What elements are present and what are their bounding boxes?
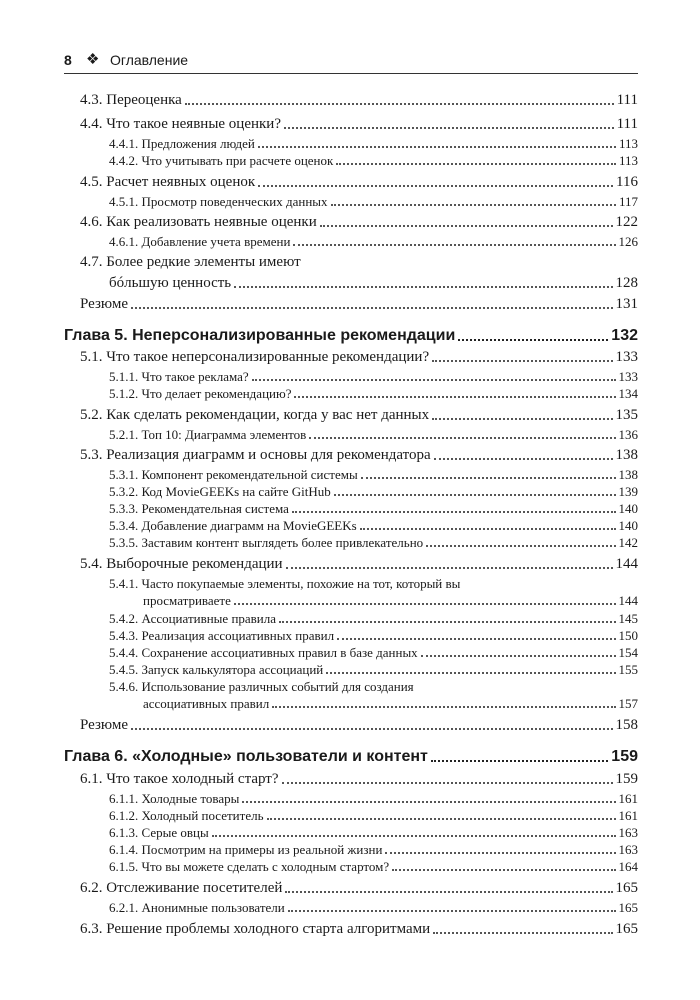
toc-entry-4-3[interactable]: 4.3. Переоценка 111: [80, 92, 638, 108]
toc-chapter-6[interactable]: Глава 6. «Холодные» пользователи и контент 159: [64, 748, 638, 765]
toc-entry-6-1-5[interactable]: 6.1.5. Что вы можете сделать с холодным стартом? 164: [109, 859, 638, 874]
toc-entry-5-4-3[interactable]: 5.4.3. Реализация ассоциативных правил 150: [109, 628, 638, 643]
toc-entry-5-4[interactable]: 5.4. Выборочные рекомендации 144: [80, 556, 638, 572]
toc-chapter-5[interactable]: Глава 5. Неперсонализированные рекомендации 132: [64, 327, 638, 344]
toc-entry-4-6[interactable]: 4.6. Как реализовать неявные оценки 122: [80, 214, 638, 230]
toc-entry-6-2-1[interactable]: 6.2.1. Анонимные пользователи 165: [109, 900, 638, 915]
toc-entry-6-3[interactable]: 6.3. Решение проблемы холодного старта алгоритмами 165: [80, 921, 638, 937]
toc-entry-5-2[interactable]: 5.2. Как сделать рекомендации, когда у вас нет данных 135: [80, 407, 638, 423]
toc-entry-6-1-1[interactable]: 6.1.1. Холодные товары 161: [109, 791, 638, 806]
toc-entry-5-1[interactable]: 5.1. Что такое неперсонализированные рекомендации? 133: [80, 349, 638, 365]
toc-entry-5-4-4[interactable]: 5.4.4. Сохранение ассоциативных правил в базе данных 154: [109, 645, 638, 660]
toc-entry-4-7-line1[interactable]: 4.7. Более редкие элементы имеют: [80, 254, 301, 270]
toc-entry-5-4-1[interactable]: просматриваете 144: [143, 593, 638, 608]
toc-entry-5-1-1[interactable]: 5.1.1. Что такое реклама? 133: [109, 369, 638, 384]
toc-entry-6-1-3[interactable]: 6.1.3. Серые овцы 163: [109, 825, 638, 840]
toc-entry-summary-5[interactable]: Резюме 158: [80, 717, 638, 733]
toc-entry-5-4-6[interactable]: ассоциативных правил 157: [143, 696, 638, 711]
toc-entry-5-1-2[interactable]: 5.1.2. Что делает рекомендацию? 134: [109, 386, 638, 401]
toc-entry-4-4[interactable]: 4.4. Что такое неявные оценки? 111: [80, 116, 638, 132]
toc-entry-5-4-1-line1[interactable]: 5.4.1. Часто покупаемые элементы, похожие на тот, который вы: [109, 576, 461, 591]
toc-entry-4-6-1[interactable]: 4.6.1. Добавление учета времени 126: [109, 234, 638, 249]
toc-entry-5-3-5[interactable]: 5.3.5. Заставим контент выглядеть более привлекательно 142: [109, 535, 638, 550]
toc-entry-4-5[interactable]: 4.5. Расчет неявных оценок 116: [80, 174, 638, 190]
toc-entry-4-4-1[interactable]: 4.4.1. Предложения людей 113: [109, 136, 638, 151]
toc-entry-5-4-5[interactable]: 5.4.5. Запуск калькулятора ассоциаций 155: [109, 662, 638, 677]
toc-entry-5-4-2[interactable]: 5.4.2. Ассоциативные правила 145: [109, 611, 638, 626]
toc-entry-5-2-1[interactable]: 5.2.1. Топ 10: Диаграмма элементов 136: [109, 427, 638, 442]
toc-entry-5-3-1[interactable]: 5.3.1. Компонент рекомендательной системы 138: [109, 467, 638, 482]
toc-entry-4-4-2[interactable]: 4.4.2. Что учитывать при расчете оценок 113: [109, 153, 638, 168]
toc-entry-6-1-2[interactable]: 6.1.2. Холодный посетитель 161: [109, 808, 638, 823]
page-number: 8: [64, 52, 72, 68]
ornament-icon: ❖: [86, 51, 100, 68]
toc-entry-5-4-6-line1[interactable]: 5.4.6. Использование различных событий для создания: [109, 679, 414, 694]
toc-entry-4-7[interactable]: бóльшую ценность 128: [109, 275, 638, 291]
toc-entry-5-3-4[interactable]: 5.3.4. Добавление диаграмм на MovieGEEKs 140: [109, 518, 638, 533]
toc-entry-6-1-4[interactable]: 6.1.4. Посмотрим на примеры из реальной жизни 163: [109, 842, 638, 857]
header-rule: [64, 73, 638, 74]
toc-entry-5-3-3[interactable]: 5.3.3. Рекомендательная система 140: [109, 501, 638, 516]
toc-entry-4-5-1[interactable]: 4.5.1. Просмотр поведенческих данных 117: [109, 194, 638, 209]
toc-entry-5-3-2[interactable]: 5.3.2. Код MovieGEEKs на сайте GitHub 139: [109, 484, 638, 499]
header-title: Оглавление: [110, 52, 189, 68]
toc-entry-6-2[interactable]: 6.2. Отслеживание посетителей 165: [80, 880, 638, 896]
toc-entry-summary-4[interactable]: Резюме 131: [80, 296, 638, 312]
running-header: [64, 50, 638, 72]
toc-entry-6-1[interactable]: 6.1. Что такое холодный старт? 159: [80, 771, 638, 787]
toc-entry-5-3[interactable]: 5.3. Реализация диаграмм и основы для рекомендатора 138: [80, 447, 638, 463]
